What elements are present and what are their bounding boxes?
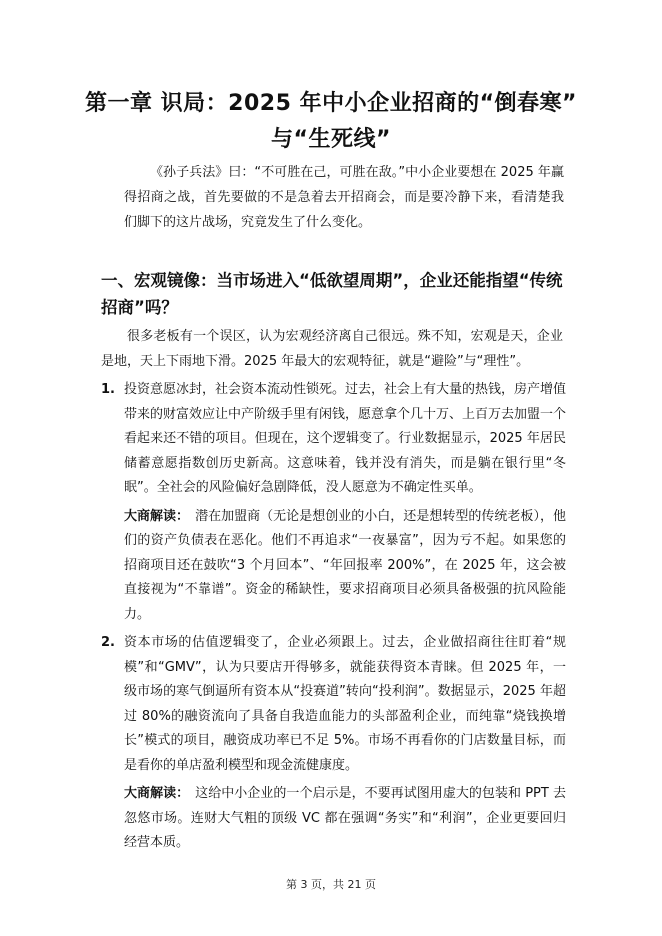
list-number: 1. — [101, 382, 115, 397]
insight-block — [124, 782, 566, 856]
insight-label: 大商解读： — [124, 508, 190, 524]
chapter-intro: 《孙子兵法》曰：“不可胜在己，可胜在敌。”中小企业要想在 2025 年赢得招商之战，首先要做的不是急着去开招商会，而是要冷静下来，看清楚我们脚下的这片战场，究竟发生了什么变化。 — [124, 165, 564, 230]
chapter-title-line-2: 与“生死线” — [271, 127, 391, 152]
list-item — [101, 631, 566, 856]
section-heading: 一、宏观镜像：当市场进入“低欲望周期”，企业还能指望“传统招商”吗？ — [101, 271, 563, 317]
list-number: 2. — [101, 635, 115, 650]
list-item-text: 资本市场的估值逻辑变了，企业必须跟上。过去，企业做招商往往盯着“规模”和“GMV”，认为只要店开得够多，就能获得资本青睐。但 2025 年，一级市场的寒气倒逼所有资本从“投赛道”转向“投利润”。数据显示，2025 年超过 80%的融资流向了具备自我造血能力的头部盈利企业，而纯靠“烧钱换增长”模式的项目，融资成功率已不足 5%。市场不再看你的门店数量目标，而是看你的单店盈利模型和现金流健康度。 — [124, 635, 566, 773]
page-footer: 第 3 页，共 21 页 — [286, 878, 376, 891]
paragraph-1: 很多老板有一个误区，认为宏观经济离自己很远。殊不知，宏观是天，企业是地，天上下雨地下滑。2025 年最大的宏观特征，就是“避险”与“理性”。 — [101, 329, 563, 369]
insight-text: 潜在加盟商（无论是想创业的小白，还是想转型的传统老板），他们的资产负债表在恶化。他们不再追求“一夜暴富”，因为亏不起。如果您的招商项目还在鼓吹“3 个月回本”、“年回报率 200%”，在 2025 年，这会被直接视为“不靠谱”。资金的稀缺性，要求招商项目必须具备极强的抗风险能力。 — [124, 508, 566, 622]
numbered-list — [101, 378, 566, 856]
chapter-title-line-1: 第一章 识局：2025 年中小企业招商的“倒春寒” — [85, 91, 577, 116]
list-item-text: 投资意愿冰封，社会资本流动性锁死。过去，社会上有大量的热钱，房产增值带来的财富效应让中产阶级手里有闲钱，愿意拿个几十万、上百万去加盟一个看起来还不错的项目。但现在，这个逻辑变了。行业数据显示，2025 年居民储蓄意愿指数创历史新高。这意味着，钱并没有消失，而是躺在银行里“冬眠”。全社会的风险偏好急剧降低，没人愿意为不确定性买单。 — [124, 382, 567, 495]
insight-label: 大商解读： — [124, 786, 190, 801]
chapter-title — [60, 86, 602, 158]
list-item — [101, 378, 566, 627]
insight-text: 这给中小企业的一个启示是，不要再试图用虚大的包装和 PPT 去忽悠市场。连财大气粗的顶级 VC 都在强调“务实”和“利润”，企业更要回归经营本质。 — [124, 786, 566, 850]
insight-block — [124, 505, 566, 628]
